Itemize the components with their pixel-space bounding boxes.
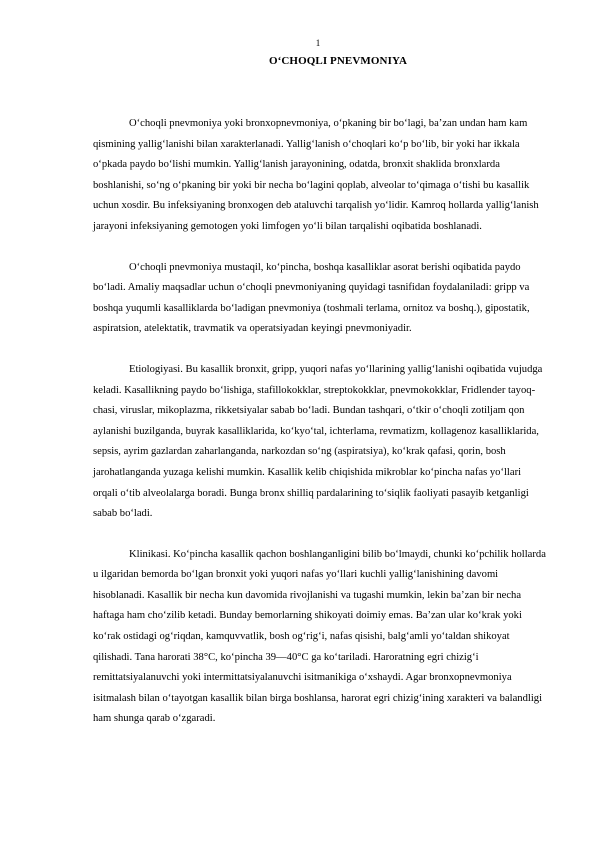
page-title: O‘CHOQLI PNEVMONIYA <box>268 55 408 67</box>
paragraph-definition: O‘choqli pnevmoniya yoki bronxopnevmoniya, o‘pkaning bir bo‘lagi, ba’zan undan ham kam qismining yallig‘lanishi bilan xarakterlanadi. Yallig‘lanish o‘choqlari ko‘p bo‘lib, bir yoki har ikkala o‘pkada paydo bo‘lishi mumkin. Yallig‘lanish jarayonining, odatda, bronxit shaklida bronxlarda boshlanishi, so‘ng o‘pkaning bir yoki bir necha bo‘lagini qoplab, alveolar to‘qimaga o‘tishi bu kasallik uchun xosdir. Bu infeksiyaning bronxogen deb ataluvchi tarqalish yo‘lidir. Kamroq hollarda yallig‘lanish jarayoni infeksiyaning gemotogen yoki limfogen yo‘li bilan tarqalishi oqibatida boshlanadi. <box>93 118 539 232</box>
page-number: 1 <box>315 38 321 48</box>
document-body <box>93 114 548 750</box>
paragraph-clinical: Klinikasi. Ko‘pincha kasallik qachon boshlanganligini bilib bo‘lmaydi, chunki ko‘pchilik hollarda u ilgaridan bemorda bo‘lgan bronxit yoki yuqori nafas yo‘llari kuchli yallig‘lanishining davomi hisoblanadi. Kasallik bir necha kun davomida rivojlanishi va tugashi mumkin, lekin ba’zan bir necha haftaga ham cho‘zilib ketadi. Bunday bemorlarning shikoyati doimiy emas. Ba’zan ular ko‘krak yoki ko‘rak ostidagi og‘riqdan, kamquvvatlik, bosh og‘rig‘i, nafas qisishi, balg‘amli yo‘taldan shikoyat qilishadi. Tana harorati 38°C, ko‘pincha 39—40°C ga ko‘tariladi. Haroratning egri chizig‘i remittatsiyalanuvchi yoki intermittatsiyalanuvchi isitmanikiga o‘xshaydi. Agar bronxopnevmoniya isitmalash bilan o‘tayotgan kasallik bilan birga boshlansa, harorat egri chizig‘ining xarakteri va balandligi ham shunga qarab o‘zgaradi. <box>93 548 546 725</box>
paragraph-classification: O‘choqli pnevmoniya mustaqil, ko‘pincha, boshqa kasalliklar asorat berishi oqibatida paydo bo‘ladi. Amaliy maqsadlar uchun o‘choqli pnevmoniyaning quyidagi tasnifidan foydalaniladi: gripp va boshqa yuqumli kasalliklarda bo‘ladigan pnevmoniya (toshmali terlama, ornitoz va boshq.), gipostatik, aspiratsion, atelektatik, travmatik va operatsiyadan keyingi pnevmoniyadir. <box>93 261 530 335</box>
paragraph-etiology: Etiologiyasi. Bu kasallik bronxit, gripp, yuqori nafas yo‘llarining yallig‘lanishi oqibatida vujudga keladi. Kasallikning paydo bo‘lishiga, stafillokokklar, streptokokklar, pnevmokokklar, Fridlender tayoq- chasi, viruslar, mikoplazma, rikketsiyalar sabab bo‘ladi. Bundan tashqari, o‘tkir o‘choqli zotiljam qon aylanishi buzilganda, buyrak kasalliklarida, ko‘kyo‘tal, ichterlama, revmatizm, kollagenoz kasalliklarida, sepsis, ayrim gazlardan zaharlanganda, narkozdan so‘ng (aspiratsiya), ko‘krak qafasi, qorin, bosh jarohatlanganda yuzaga kelishi mumkin. Kasallik kelib chiqishida mikroblar ko‘pincha nafas yo‘llari orqali o‘tib alveolalarga boradi. Bunga bronx shilliq pardalarining to‘siqlik faoliyati pasayib ketganligi sabab bo‘ladi. <box>93 363 543 520</box>
